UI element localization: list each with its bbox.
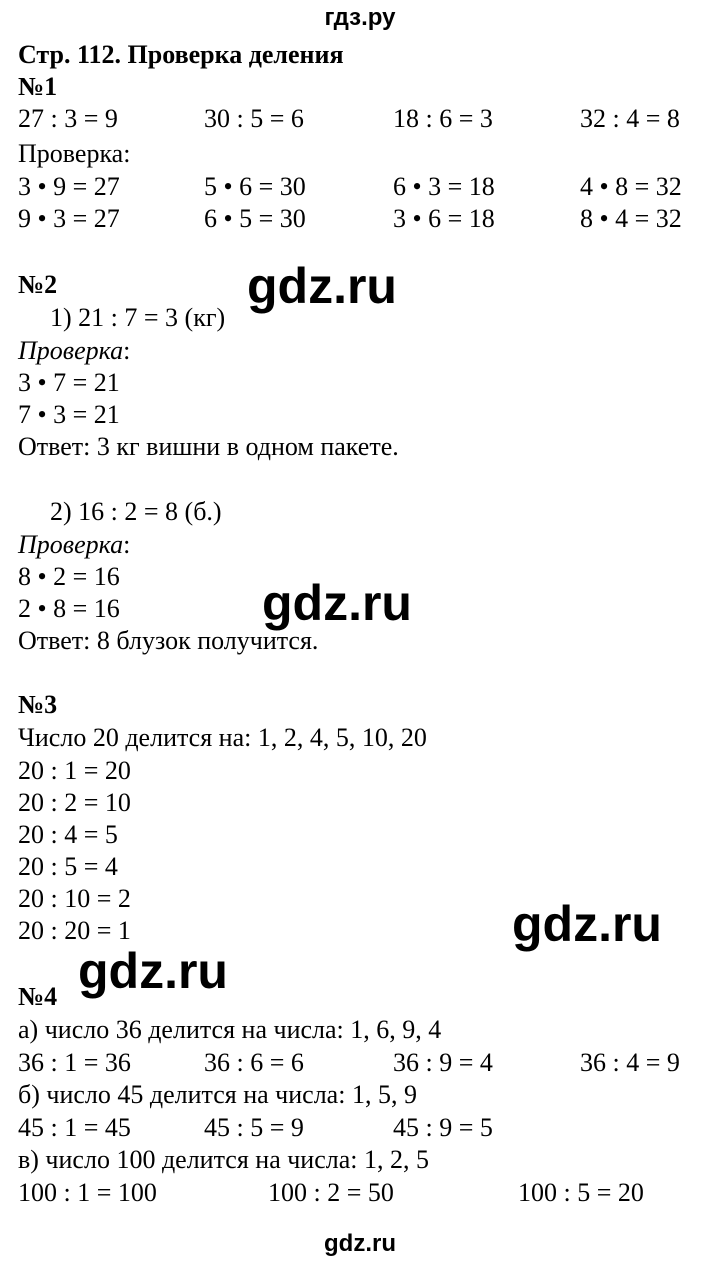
task3-heading: №3 bbox=[18, 690, 58, 719]
task2-check2 bbox=[18, 530, 130, 560]
task4-a-intro: а) число 36 делится на числа: 1, 6, 9, 4 bbox=[18, 1015, 442, 1044]
task3-line5: 20 : 10 = 2 bbox=[18, 884, 131, 913]
task2-check2-colon: : bbox=[123, 530, 131, 559]
task2-check2-line1: 8 • 2 = 16 bbox=[18, 562, 120, 591]
task2-step1: 1) 21 : 7 = 3 (кг) bbox=[50, 303, 226, 332]
task1-r2-c3: 6 • 3 = 18 bbox=[393, 172, 495, 201]
watermark-1: gdz.ru bbox=[247, 258, 397, 314]
task2-answer2: Ответ: 8 блузок получится. bbox=[18, 626, 319, 655]
task3-line3: 20 : 4 = 5 bbox=[18, 820, 118, 849]
page-title: Стр. 112. Проверка деления bbox=[18, 40, 344, 69]
task4-c-intro: в) число 100 делится на числа: 1, 2, 5 bbox=[18, 1145, 429, 1174]
task1-r1-c3: 18 : 6 = 3 bbox=[393, 104, 493, 133]
task2-check1-line1: 3 • 7 = 21 bbox=[18, 368, 120, 397]
task1-heading: №1 bbox=[18, 72, 58, 101]
task2-heading: №2 bbox=[18, 270, 58, 299]
task4-heading: №4 bbox=[18, 982, 58, 1011]
task4-a-c1: 36 : 1 = 36 bbox=[18, 1048, 131, 1077]
task1-check-label: Проверка: bbox=[18, 139, 131, 168]
task1-r3-c4: 8 • 4 = 32 bbox=[580, 204, 682, 233]
task3-line6: 20 : 20 = 1 bbox=[18, 916, 131, 945]
task3-line2: 20 : 2 = 10 bbox=[18, 788, 131, 817]
task1-r3-c3: 3 • 6 = 18 bbox=[393, 204, 495, 233]
task4-a-c4: 36 : 4 = 9 bbox=[580, 1048, 680, 1077]
task1-r1-c1: 27 : 3 = 9 bbox=[18, 104, 118, 133]
task1-r1-c4: 32 : 4 = 8 bbox=[580, 104, 680, 133]
task1-r1-c2: 30 : 5 = 6 bbox=[204, 104, 304, 133]
task4-c-c3: 100 : 5 = 20 bbox=[518, 1178, 644, 1207]
watermark-4: gdz.ru bbox=[78, 943, 228, 999]
task4-a-c2: 36 : 6 = 6 bbox=[204, 1048, 304, 1077]
task4-b-c2: 45 : 5 = 9 bbox=[204, 1113, 304, 1142]
task3-line1: 20 : 1 = 20 bbox=[18, 756, 131, 785]
watermark-2: gdz.ru bbox=[262, 575, 412, 631]
task1-r2-c1: 3 • 9 = 27 bbox=[18, 172, 120, 201]
task2-answer1: Ответ: 3 кг вишни в одном пакете. bbox=[18, 432, 399, 461]
task2-check1-label: Проверка bbox=[18, 336, 124, 365]
task2-check1-colon: : bbox=[123, 336, 131, 365]
site-header: гдз.ру bbox=[324, 4, 396, 31]
task4-a-c3: 36 : 9 = 4 bbox=[393, 1048, 493, 1077]
task2-check2-line2: 2 • 8 = 16 bbox=[18, 594, 120, 623]
task1-r2-c2: 5 • 6 = 30 bbox=[204, 172, 306, 201]
watermark-3: gdz.ru bbox=[512, 896, 662, 952]
task1-r3-c1: 9 • 3 = 27 bbox=[18, 204, 120, 233]
task4-b-intro: б) число 45 делится на числа: 1, 5, 9 bbox=[18, 1080, 417, 1109]
task4-b-c3: 45 : 9 = 5 bbox=[393, 1113, 493, 1142]
task1-r2-c4: 4 • 8 = 32 bbox=[580, 172, 682, 201]
task1-r3-c2: 6 • 5 = 30 bbox=[204, 204, 306, 233]
task4-c-c1: 100 : 1 = 100 bbox=[18, 1178, 157, 1207]
task2-check1 bbox=[18, 336, 130, 366]
site-footer: gdz.ru bbox=[324, 1230, 396, 1257]
task3-intro: Число 20 делится на: 1, 2, 4, 5, 10, 20 bbox=[18, 723, 427, 752]
task2-step2: 2) 16 : 2 = 8 (б.) bbox=[50, 497, 222, 526]
task4-c-c2: 100 : 2 = 50 bbox=[268, 1178, 394, 1207]
task2-check2-label: Проверка bbox=[18, 530, 124, 559]
task3-line4: 20 : 5 = 4 bbox=[18, 852, 118, 881]
task2-check1-line2: 7 • 3 = 21 bbox=[18, 400, 120, 429]
task4-b-c1: 45 : 1 = 45 bbox=[18, 1113, 131, 1142]
